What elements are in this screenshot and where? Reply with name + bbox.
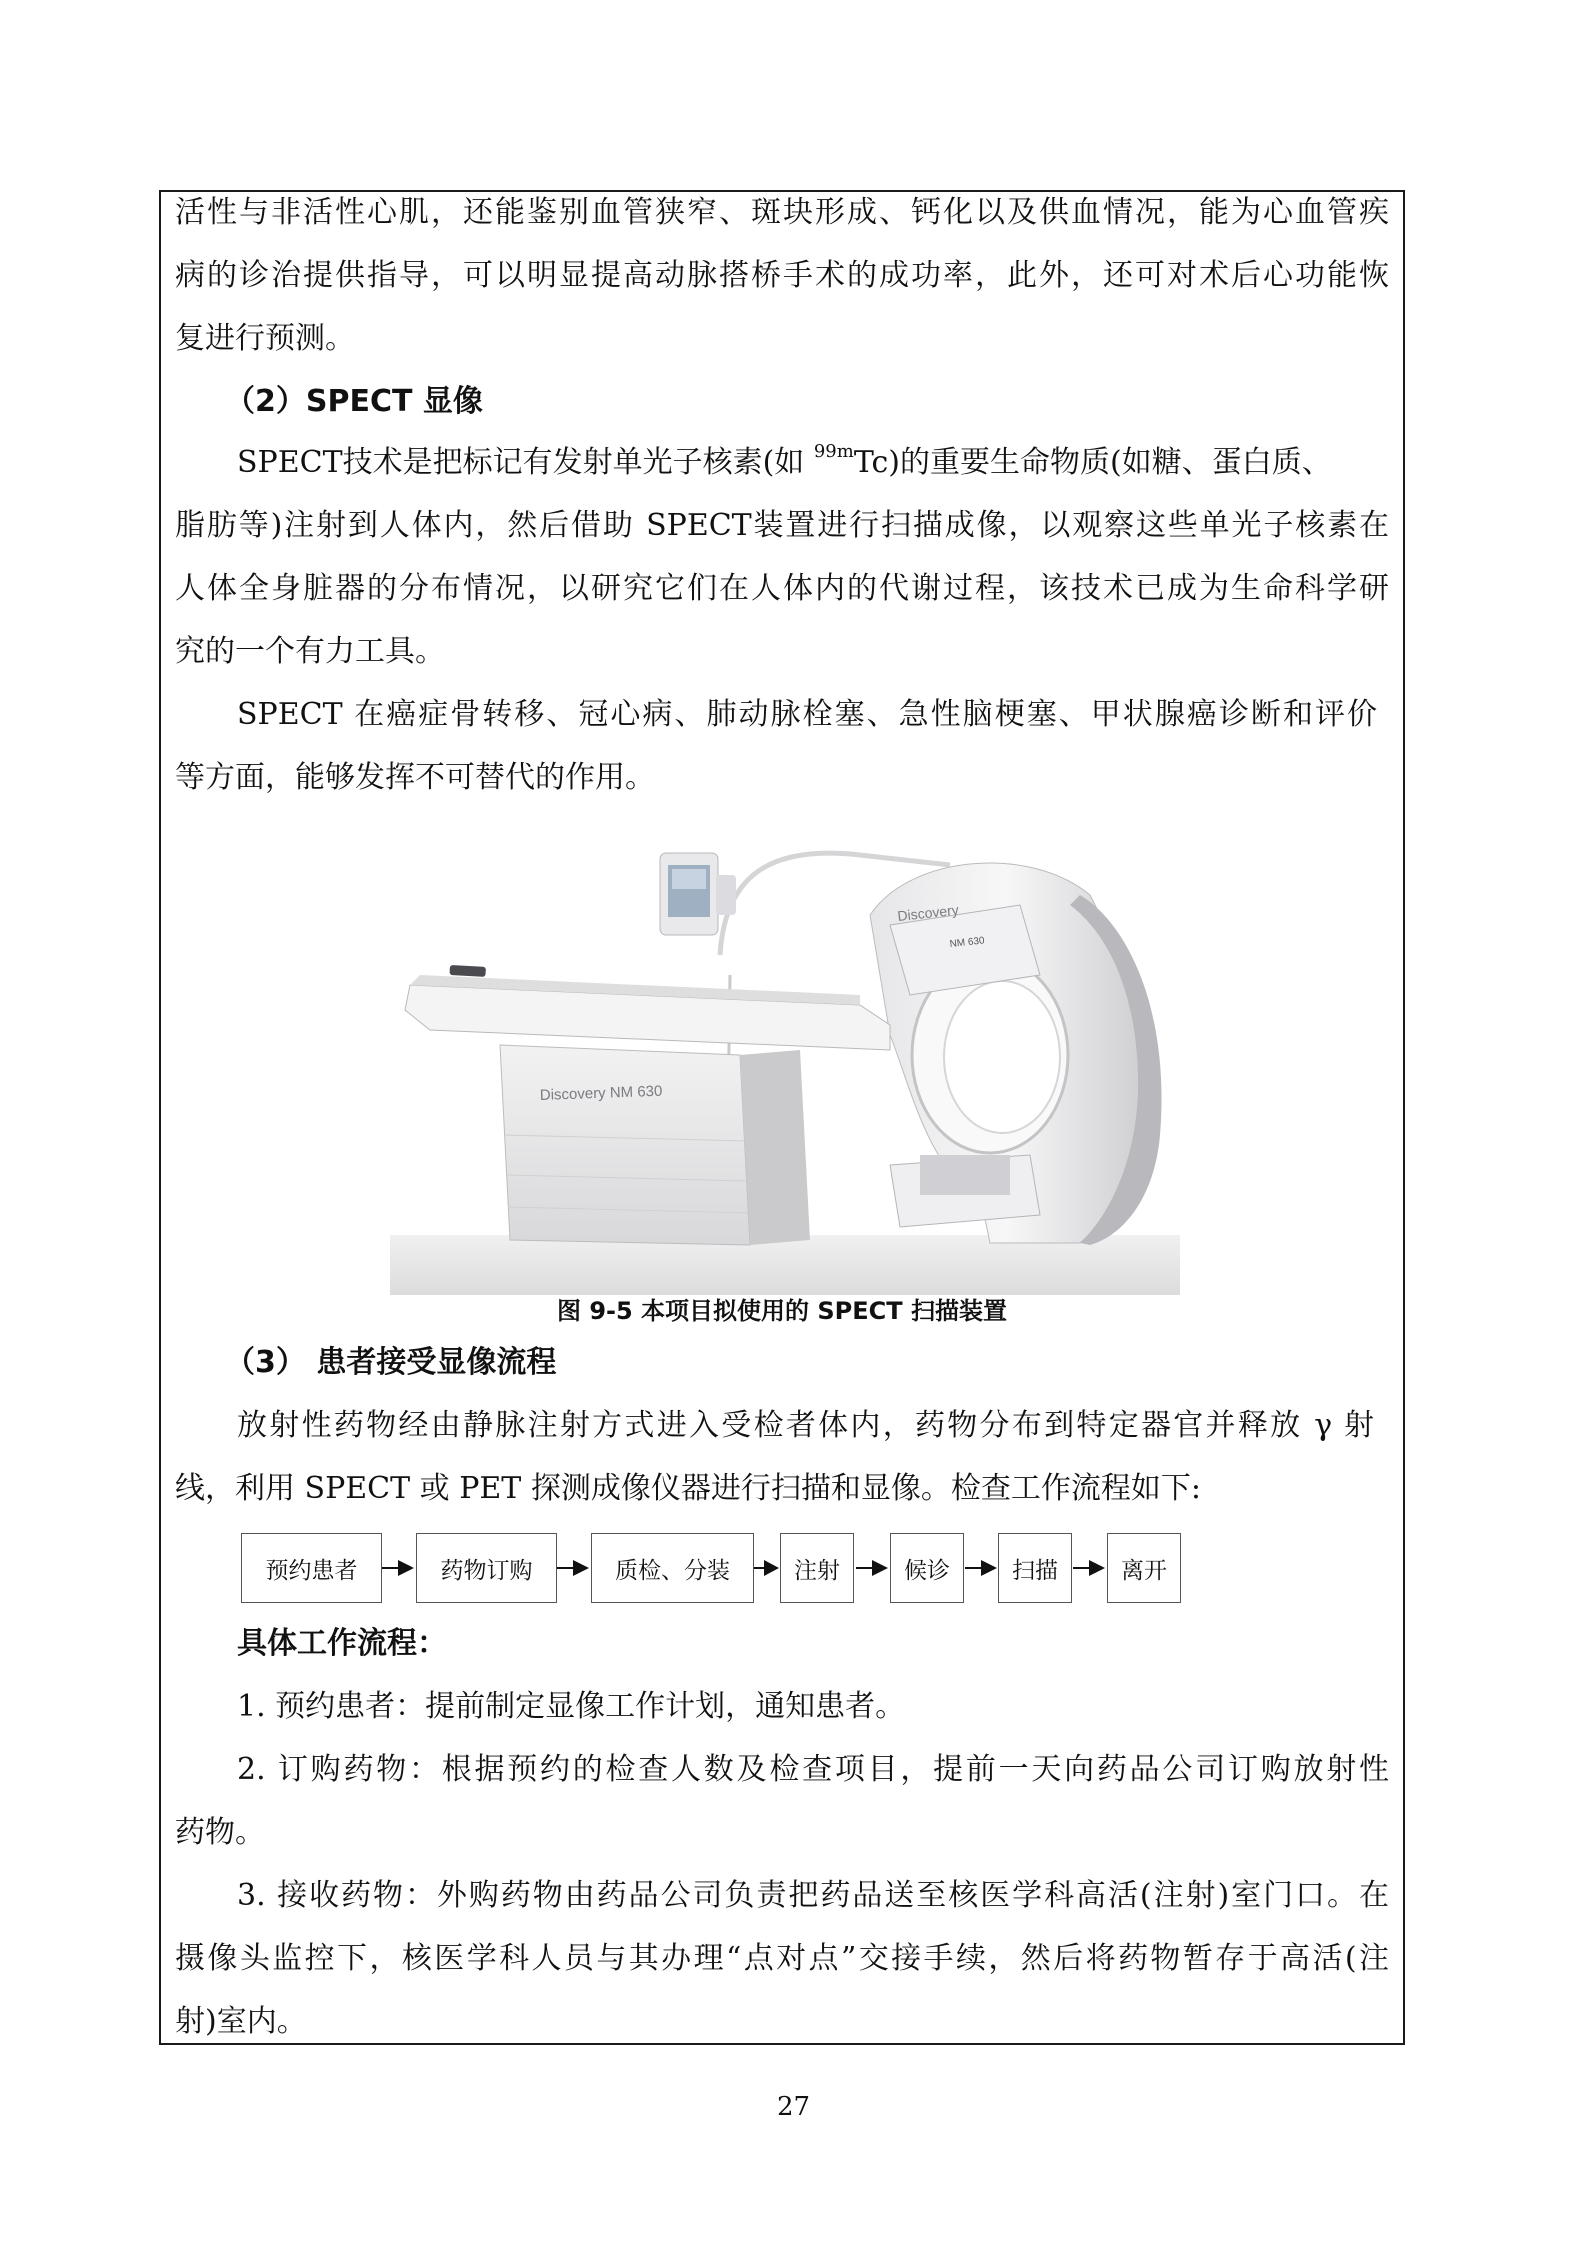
flow-step: 注射 bbox=[780, 1533, 854, 1603]
text-line: 究的一个有力工具。 bbox=[175, 634, 445, 669]
flow-step: 候诊 bbox=[890, 1533, 964, 1603]
text-span: Tc)的重要生命物质(如糖、蛋白质、 bbox=[853, 445, 1332, 480]
page-number: 27 bbox=[776, 2092, 811, 2122]
text-line: 活性与非活性心肌，还能鉴别血管狭窄、斑块形成、钙化以及供血情况，能为心血管疾 bbox=[175, 195, 1389, 230]
text-line: 药物。 bbox=[175, 1815, 265, 1850]
arrow-right-icon bbox=[965, 1558, 999, 1578]
text-line: 1. 预约患者：提前制定显像工作计划，通知患者。 bbox=[237, 1689, 906, 1724]
section-heading: （2）SPECT 显像 bbox=[225, 384, 483, 419]
text-line: 3. 接收药物：外购药物由药品公司负责把药品送至核医学科高活(注射)室门口。在 bbox=[237, 1878, 1389, 1913]
figure-caption: 图 9-5 本项目拟使用的 SPECT 扫描装置 bbox=[556, 1297, 1008, 1325]
flow-step: 药物订购 bbox=[416, 1533, 557, 1603]
flow-step: 扫描 bbox=[998, 1533, 1072, 1603]
text-line: 人体全身脏器的分布情况，以研究它们在人体内的代谢过程，该技术已成为生命科学研 bbox=[175, 571, 1389, 606]
text-line: 病的诊治提供指导，可以明显提高动脉搭桥手术的成功率，此外，还可对术后心功能恢 bbox=[175, 258, 1389, 293]
flow-step: 质检、分装 bbox=[591, 1533, 754, 1603]
brand-top-label: Discovery bbox=[896, 901, 960, 924]
arrow-right-icon bbox=[557, 1558, 591, 1578]
flow-step: 离开 bbox=[1107, 1533, 1181, 1603]
text-line: 等方面，能够发挥不可替代的作用。 bbox=[175, 760, 655, 795]
text-line: 复进行预测。 bbox=[175, 321, 355, 356]
text-line: 脂肪等)注射到人体内，然后借助 SPECT装置进行扫描成像，以观察这些单光子核素在 bbox=[175, 508, 1389, 543]
arrow-right-icon bbox=[856, 1558, 890, 1578]
text-span: SPECT技术是把标记有发射单光子核素(如 bbox=[237, 445, 814, 480]
text-line: SPECT 在癌症骨转移、冠心病、肺动脉栓塞、急性脑梗塞、甲状腺癌诊断和评价 bbox=[237, 697, 1377, 732]
text-line: 2. 订购药物：根据预约的检查人数及检查项目，提前一天向药品公司订购放射性 bbox=[237, 1752, 1389, 1787]
brand-side-label: Discovery NM 630 bbox=[539, 1082, 663, 1104]
text-line: 线，利用 SPECT 或 PET 探测成像仪器进行扫描和显像。检查工作流程如下: bbox=[175, 1471, 1201, 1506]
isotope-superscript: 99m bbox=[813, 441, 854, 462]
arrow-right-icon bbox=[382, 1558, 416, 1578]
text-line: 放射性药物经由静脉注射方式进入受检者体内，药物分布到特定器官并释放 γ 射 bbox=[237, 1408, 1374, 1443]
section-heading: （3） 患者接受显像流程 bbox=[225, 1345, 557, 1380]
text-line: 射)室内。 bbox=[175, 2004, 307, 2039]
model-badge: NM 630 bbox=[949, 935, 986, 950]
arrow-right-icon bbox=[1073, 1558, 1107, 1578]
text-line bbox=[237, 443, 1389, 483]
text-line: 摄像头监控下，核医学科人员与其办理“点对点”交接手续，然后将药物暂存于高活(注 bbox=[175, 1941, 1389, 1976]
subsection-heading: 具体工作流程： bbox=[237, 1626, 447, 1661]
flow-step: 预约患者 bbox=[241, 1533, 382, 1603]
spect-scanner-image bbox=[390, 835, 1180, 1295]
arrow-right-icon bbox=[754, 1558, 780, 1578]
